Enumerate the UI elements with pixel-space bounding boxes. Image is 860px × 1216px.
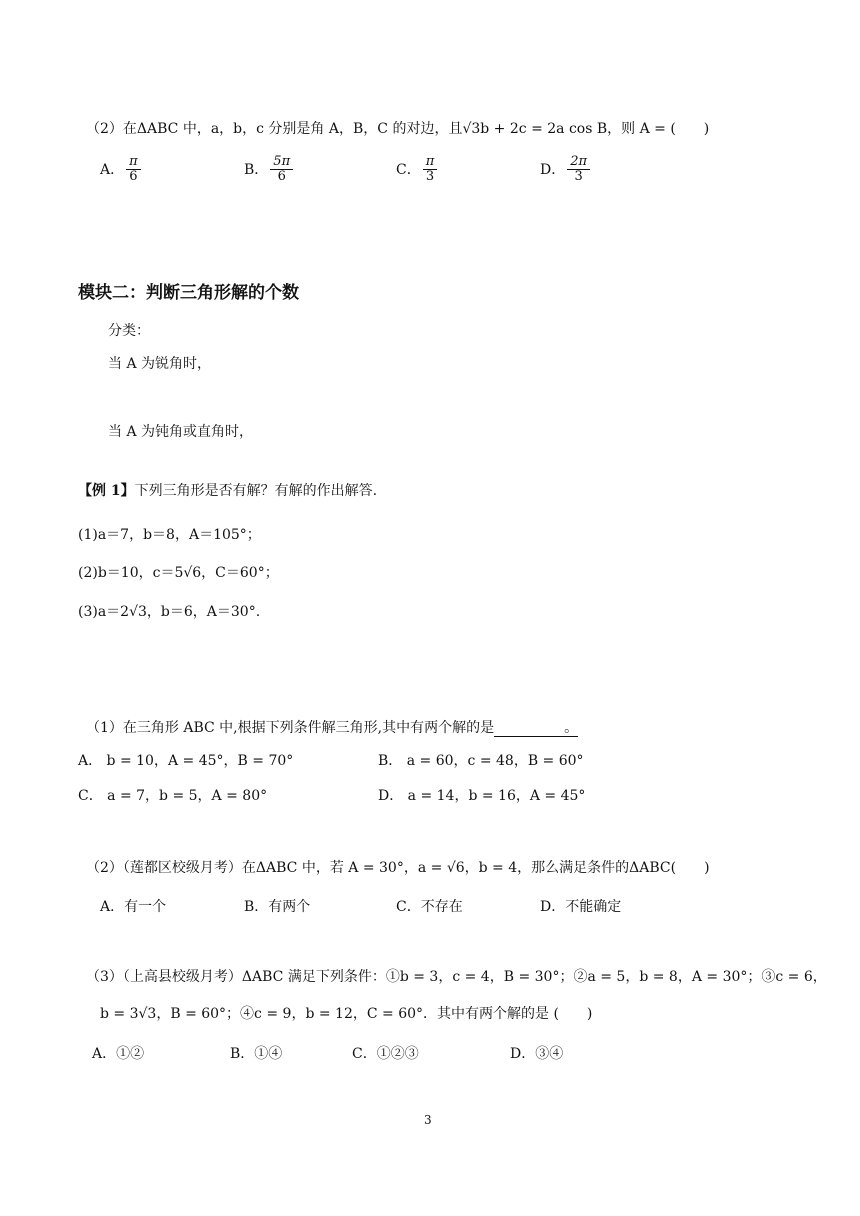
case-obtuse: 当 A 为钝角或直角时， bbox=[108, 424, 254, 440]
practice-3-line-1: （3）（上高县校级月考）ΔABC 满足下列条件：①b = 3，c = 4，B = 30°；②a = 5，b = 8，A = 30°；③c = 6， bbox=[86, 969, 827, 985]
answer-blank[interactable] bbox=[494, 720, 564, 737]
example-1 bbox=[78, 480, 377, 500]
denominator: 3 bbox=[574, 169, 583, 185]
numerator: π bbox=[423, 155, 438, 170]
p3-option-a: A．①② bbox=[92, 1046, 145, 1062]
numerator: 5π bbox=[270, 155, 293, 170]
page-number: 3 bbox=[424, 1113, 432, 1127]
example-item-3: (3)a＝2√3，b＝6，A＝30°. bbox=[78, 604, 261, 620]
classify-label: 分类： bbox=[108, 323, 150, 339]
example-label: 【例 1】 bbox=[78, 483, 135, 499]
q2-option-b bbox=[244, 155, 295, 185]
p1-option-a: A． b = 10，A = 45°，B = 70° bbox=[78, 753, 294, 769]
p2-option-b: B．有两个 bbox=[244, 899, 311, 915]
p1-option-b: B． a = 60，c = 48，B = 60° bbox=[378, 753, 584, 769]
p1-option-c: C． a = 7，b = 5，A = 80° bbox=[78, 788, 268, 804]
p2-option-a: A．有一个 bbox=[100, 899, 167, 915]
numerator: 2π bbox=[567, 155, 590, 170]
option-label: A． bbox=[100, 161, 125, 178]
q2-option-c bbox=[396, 155, 439, 185]
fraction bbox=[567, 155, 590, 185]
p3-option-d: D．③④ bbox=[510, 1046, 564, 1062]
question-2-stem: （2）在ΔABC 中，a，b，c 分别是角 A，B，C 的对边，且√3b + 2c = 2a cos B，则 A = ( ) bbox=[86, 121, 710, 137]
q2-option-d bbox=[540, 155, 592, 185]
fraction bbox=[423, 155, 438, 185]
example-item-1: (1)a＝7，b＝8，A＝105°； bbox=[78, 527, 261, 543]
option-label: B． bbox=[244, 161, 269, 178]
case-acute: 当 A 为锐角时， bbox=[108, 356, 212, 372]
q2-option-a bbox=[100, 155, 143, 185]
p3-option-b: B．①④ bbox=[230, 1046, 283, 1062]
fraction bbox=[126, 155, 141, 185]
practice-1-tail: 。 bbox=[564, 720, 579, 736]
denominator: 6 bbox=[277, 169, 286, 185]
p3-option-c: C．①②③ bbox=[352, 1046, 419, 1062]
denominator: 3 bbox=[425, 169, 435, 185]
option-label: C． bbox=[396, 161, 421, 178]
p1-option-d: D． a = 14，b = 16，A = 45° bbox=[378, 788, 586, 804]
practice-2-stem: （2）（莲都区校级月考）在ΔABC 中，若 A = 30°，a = √6，b = 4，那么满足条件的ΔABC( ) bbox=[86, 860, 710, 876]
denominator: 6 bbox=[129, 169, 138, 185]
practice-1-stem bbox=[86, 717, 578, 737]
practice-3-line-2: b = 3√3，B = 60°；④c = 9，b = 12，C = 60°．其中有两个解的是 ( ) bbox=[100, 1006, 593, 1022]
module-heading: 模块二：判断三角形解的个数 bbox=[78, 283, 299, 303]
p2-option-c: C．不存在 bbox=[396, 899, 463, 915]
example-prompt: 下列三角形是否有解？有解的作出解答. bbox=[134, 483, 378, 499]
fraction bbox=[270, 155, 293, 185]
practice-1-text: （1）在三角形 ABC 中,根据下列条件解三角形,其中有两个解的是 bbox=[86, 720, 495, 736]
p2-option-d: D．不能确定 bbox=[540, 899, 622, 915]
option-label: D． bbox=[540, 161, 566, 178]
numerator: π bbox=[126, 155, 141, 170]
example-item-2: (2)b＝10，c＝5√6，C＝60°； bbox=[78, 565, 279, 581]
